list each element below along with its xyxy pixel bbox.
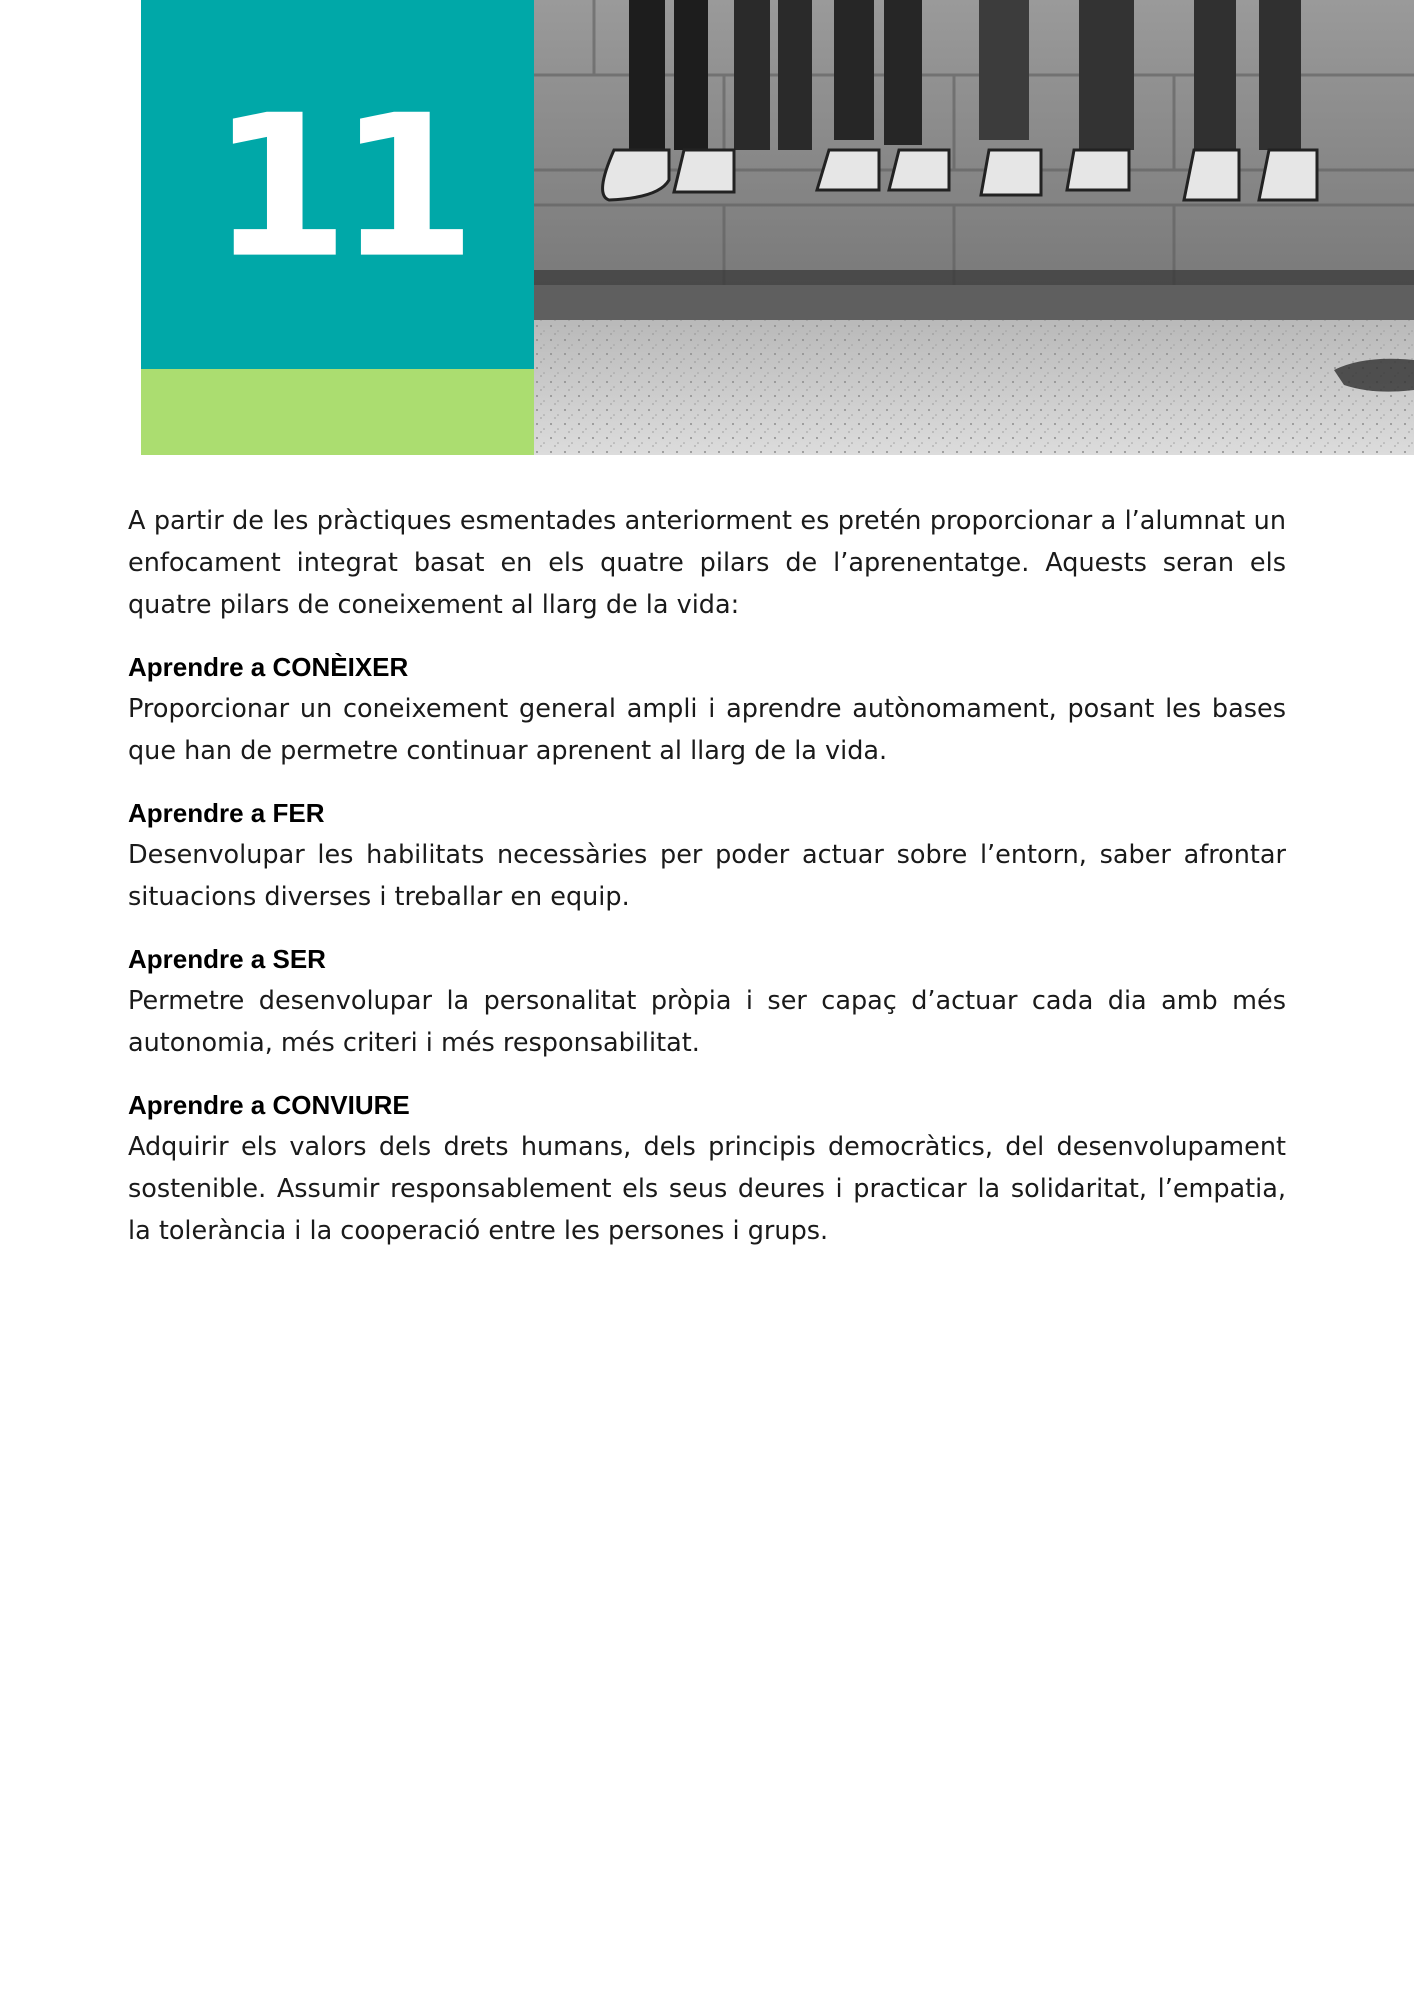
document-body	[128, 500, 1286, 1272]
section-body: Proporcionar un coneixement general ampli i aprendre autònomament, posant les bases que han de permetre continuar aprenent al llarg de la vida.	[128, 694, 1286, 766]
section-body: Adquirir els valors dels drets humans, dels principis democràtics, del desenvolupament sostenible. Assumir responsablement els seus deures i practicar la solidaritat, l’empatia, la tolerància i la cooperació entre les persones i grups.	[128, 1132, 1286, 1246]
header-green-block	[141, 369, 534, 455]
children-legs-photo	[534, 0, 1414, 455]
section-fer	[128, 792, 1286, 918]
section-body: Desenvolupar les habilitats necessàries per poder actuar sobre l’entorn, saber afrontar situacions diverses i treballar en equip.	[128, 840, 1286, 912]
section-title: Aprendre a FER	[128, 798, 325, 828]
intro-paragraph: A partir de les pràctiques esmentades anteriorment es pretén proporcionar a l’alumnat un enfocament integrat basat en els quatre pilars de l’aprenentatge. Aquests seran els quatre pilars de coneixement al llarg de la vida:	[128, 506, 1286, 620]
section-title: Aprendre a CONVIURE	[128, 1090, 410, 1120]
section-conexer	[128, 646, 1286, 772]
section-title: Aprendre a SER	[128, 944, 326, 974]
section-conviure	[128, 1084, 1286, 1252]
page-number: 11	[210, 73, 465, 302]
section-ser	[128, 938, 1286, 1064]
section-body: Permetre desenvolupar la personalitat pròpia i ser capaç d’actuar cada dia amb més autonomia, més criteri i més responsabilitat.	[128, 986, 1286, 1058]
section-title: Aprendre a CONÈIXER	[128, 652, 409, 682]
